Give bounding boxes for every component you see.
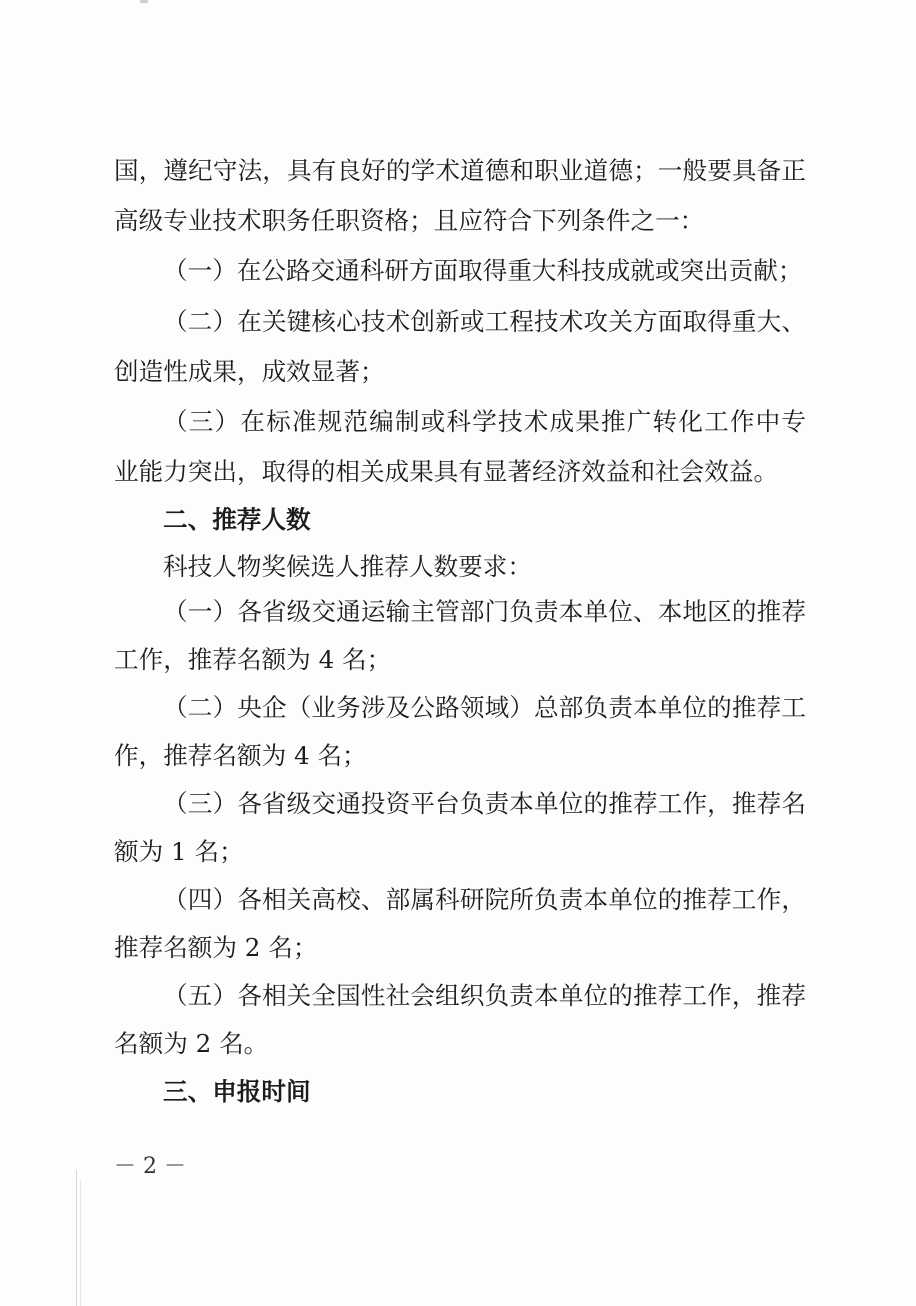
- text-line: 推荐名额为 2 名；: [114, 933, 318, 962]
- list-item: （二）在关键核心技术创新或工程技术攻关方面取得重大、: [163, 307, 806, 336]
- list-item: （五）各相关全国性社会组织负责本单位的推荐工作，推荐: [163, 981, 806, 1010]
- page-number: － 2 －: [114, 1154, 186, 1179]
- scan-artifact: [80, 1180, 81, 1306]
- list-item: （四）各相关高校、部属科研院所负责本单位的推荐工作，: [163, 885, 806, 914]
- list-item: （二）央企（业务涉及公路领域）总部负责本单位的推荐工: [163, 693, 806, 722]
- text-line: 高级专业技术职务任职资格；且应符合下列条件之一：: [114, 206, 705, 235]
- text-line: 国，遵纪守法，具有良好的学术道德和职业道德；一般要具备正: [114, 156, 806, 185]
- list-item: （三）在标准规范编制或科学技术成果推广转化工作中专: [163, 407, 806, 436]
- scan-artifact: [76, 1170, 77, 1306]
- text-line: 创造性成果，成效显著；: [114, 357, 385, 386]
- text-line: 作，推荐名额为 4 名；: [114, 741, 367, 770]
- list-item: （三）各省级交通投资平台负责本单位的推荐工作，推荐名: [163, 789, 806, 818]
- text-line: 科技人物奖候选人推荐人数要求：: [163, 552, 532, 581]
- text-line: 额为 1 名；: [114, 837, 244, 866]
- list-item: （一）各省级交通运输主管部门负责本单位、本地区的推荐: [163, 597, 806, 626]
- section-heading: 二、推荐人数: [163, 505, 311, 534]
- list-item: （一）在公路交通科研方面取得重大科技成就或突出贡献；: [163, 256, 803, 285]
- scan-artifact: [140, 0, 148, 3]
- text-line: 业能力突出，取得的相关成果具有显著经济效益和社会效益。: [114, 457, 779, 486]
- text-line: 工作，推荐名额为 4 名；: [114, 645, 392, 674]
- text-line: 名额为 2 名。: [114, 1029, 269, 1058]
- section-heading: 三、申报时间: [163, 1077, 311, 1106]
